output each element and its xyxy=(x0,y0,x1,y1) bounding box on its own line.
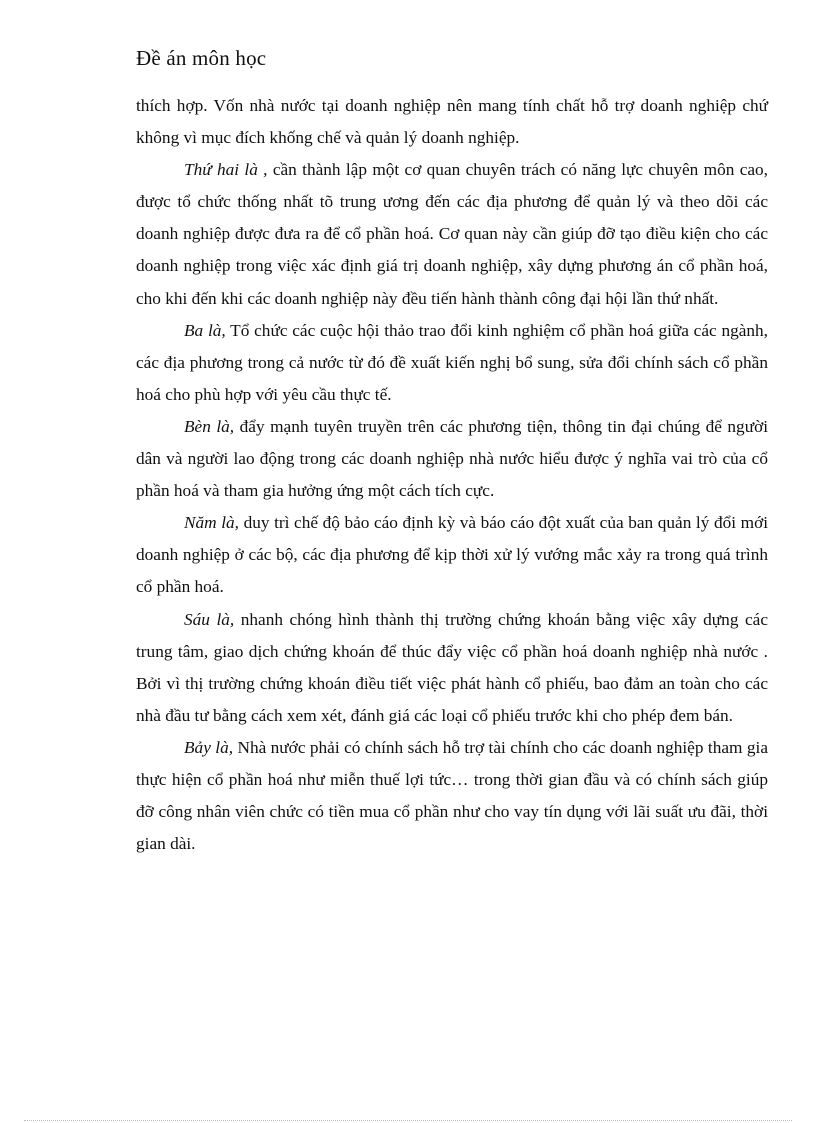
paragraph-text: duy trì chế độ bảo cáo định kỳ và báo cáo đột xuất của ban quản lý đổi mới doanh nghiệp ở các bộ, các địa phương để kịp thời xử lý vướng mắc xảy ra trong quá trình cổ phần hoá. xyxy=(136,513,769,597)
paragraph-text: đẩy mạnh tuyên truyền trên các phương tiện, thông tin đại chúng để người dân và người lao động trong các doanh nghiệp nhà nước hiểu được ý nghĩa vai trò của cổ phần hoá và tham gia hưởng ứng một cách tích cực. xyxy=(136,416,769,501)
paragraph-lead: Bảy là, xyxy=(184,737,234,757)
page-header: Đề án môn học xyxy=(136,46,267,70)
paragraph-lead: Năm là, xyxy=(184,513,239,533)
paragraph-text: Tổ chức các cuộc hội thảo trao đổi kinh nghiệm cổ phần hoá giữa các ngành, các địa phương trong cả nước từ đó đề xuất kiến nghị bổ sung, sửa đổi chính sách cổ phần hoá cho phù hợp với yêu cầu thực tế. xyxy=(136,320,769,404)
paragraph-text: Nhà nước phải có chính sách hỗ trợ tài chính cho các doanh nghiệp tham gia thực hiện cổ phần hoá như miễn thuế lợi tức… trong thời gian đầu và có chính sách giúp đỡ công nhân viên chức có tiền mua cổ phần như cho vay tín dụng với lãi suất ưu đãi, thời gian dài. xyxy=(136,737,768,854)
page-bottom-divider xyxy=(24,1120,792,1121)
paragraph xyxy=(136,154,768,314)
paragraph xyxy=(136,604,768,732)
paragraph-lead: Ba là, xyxy=(184,320,226,340)
paragraph-text: thích hợp. Vốn nhà nước tại doanh nghiệp nên mang tính chất hỗ trợ doanh nghiệp chứ không vì mục đích khống chế và quản lý doanh nghiệp. xyxy=(136,96,768,148)
paragraph xyxy=(136,732,768,860)
paragraph-lead: Thứ hai là , xyxy=(184,160,268,180)
paragraph xyxy=(136,315,768,411)
paragraph-lead: Sáu là, xyxy=(184,609,235,629)
paragraph xyxy=(136,90,768,154)
paragraph xyxy=(136,507,768,603)
paragraph-lead: Bèn là, xyxy=(184,416,235,436)
document-body xyxy=(136,90,768,860)
paragraph-text: nhanh chóng hình thành thị trường chứng khoán bằng việc xây dựng các trung tâm, giao dịch chứng khoán để thúc đẩy việc cổ phần hoá doanh nghiệp nhà nước . Bởi vì thị trường chứng khoán điều tiết việc phát hành cổ phiếu, bao đảm an toàn cho các nhà đầu tư bằng cách xem xét, đánh giá các loại cổ phiếu trước khi cho phép đem bán. xyxy=(136,609,768,725)
paragraph xyxy=(136,411,768,507)
paragraph-text: cần thành lập một cơ quan chuyên trách có năng lực chuyên môn cao, được tổ chức thống nhất tõ trung ương đến các địa phương để quản lý và theo dõi các doanh nghiệp được đưa ra để cổ phần hoá. Cơ quan này cần giúp đỡ tạo điều kiện cho các doanh nghiệp trong việc xác định giá trị doanh nghiệp, xây dựng phương án cổ phần hoá, cho khi đến khi các doanh nghiệp này đều tiến hành thành công đại hội lần thứ nhất. xyxy=(136,160,768,308)
